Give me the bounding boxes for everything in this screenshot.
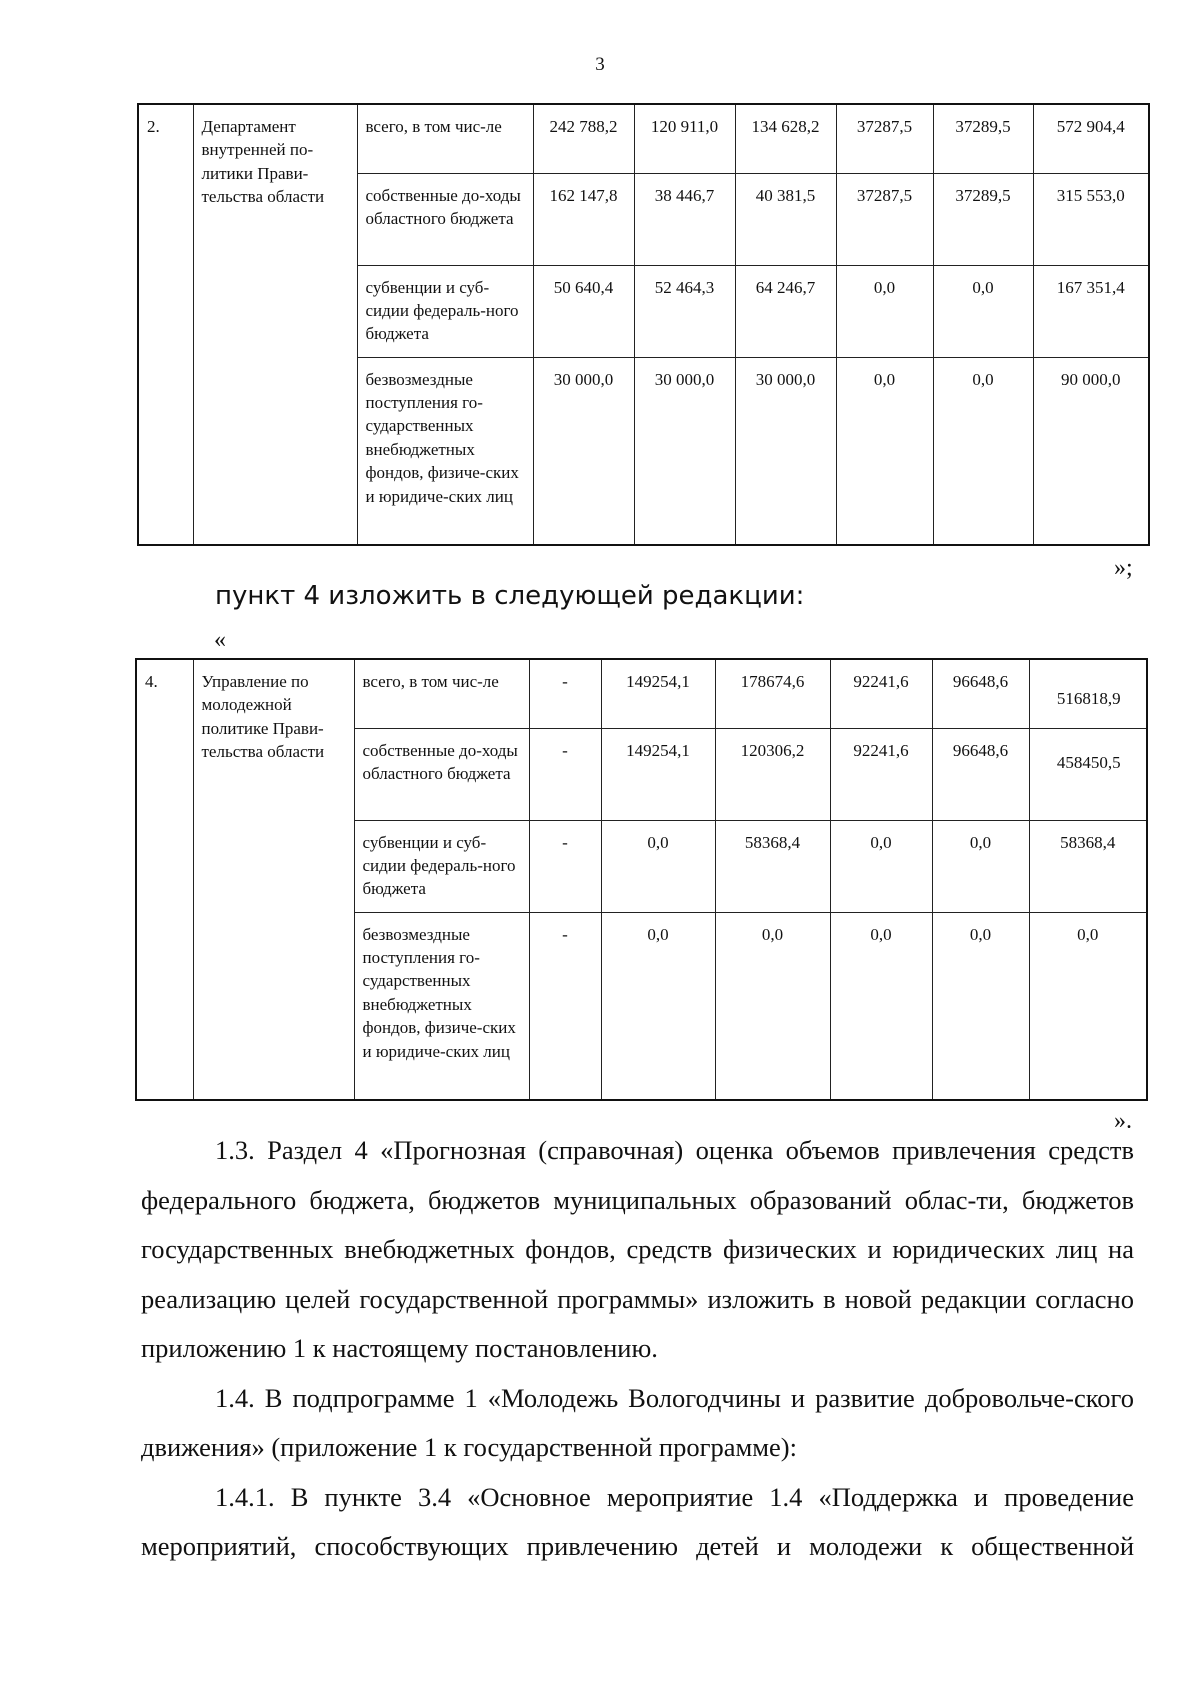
value-cell: 96648,6 [932, 728, 1029, 820]
body-text [141, 1126, 1134, 1572]
paragraph-1-3: 1.3. Раздел 4 «Прогнозная (справочная) оценка объемов привлечения средств федерального бюджета, бюджетов муниципальных образований облас-ти, бюджетов государственных внебюджетных фондов, средств физических и юридических лиц на реализацию целей государственной программы» изложить в новой редакции согласно приложению 1 к настоящему постановлению. [141, 1135, 1134, 1363]
funding-source-label: всего, в том чис-ле [354, 659, 529, 728]
value-cell: 0,0 [933, 357, 1033, 545]
row-number: 4. [136, 659, 193, 1100]
value-cell: 90 000,0 [1033, 357, 1149, 545]
value-cell: 37289,5 [933, 104, 1033, 173]
value-cell: 134 628,2 [735, 104, 836, 173]
value-cell: 58368,4 [715, 820, 830, 912]
funding-source-label: всего, в том чис-ле [357, 104, 533, 173]
table-row [136, 659, 1147, 728]
funding-source-label: безвозмездные поступления го-сударственных внебюджетных фондов, физиче-ских и юридиче-ских лиц [357, 357, 533, 545]
organization-name: Департамент внутренней по-литики Прави-тельства области [193, 104, 357, 545]
value-cell: 92241,6 [830, 659, 932, 728]
row-number: 2. [138, 104, 193, 545]
funding-source-label: субвенции и суб-сидии федераль-ного бюджета [354, 820, 529, 912]
value-cell: 38 446,7 [634, 173, 735, 265]
value-cell: 37289,5 [933, 173, 1033, 265]
value-cell: 0,0 [933, 265, 1033, 357]
closing-quote: »; [1114, 555, 1133, 581]
value-cell: - [529, 912, 601, 1100]
value-cell: - [529, 659, 601, 728]
value-cell: 0,0 [1029, 912, 1147, 1100]
budget-table-youth-policy [135, 658, 1148, 1101]
value-cell: 149254,1 [601, 659, 715, 728]
value-cell: 458450,5 [1029, 728, 1147, 820]
opening-quote: « [214, 627, 226, 653]
value-cell: 178674,6 [715, 659, 830, 728]
value-cell: 58368,4 [1029, 820, 1147, 912]
value-cell: 37287,5 [836, 173, 933, 265]
section-lead-text: пункт 4 изложить в следующей редакции: [215, 581, 805, 611]
value-cell: - [529, 728, 601, 820]
value-cell: 0,0 [932, 820, 1029, 912]
value-cell: 572 904,4 [1033, 104, 1149, 173]
value-cell: 0,0 [932, 912, 1029, 1100]
value-cell: 315 553,0 [1033, 173, 1149, 265]
funding-source-label: собственные до-ходы областного бюджета [354, 728, 529, 820]
value-cell: 37287,5 [836, 104, 933, 173]
value-cell: 0,0 [836, 357, 933, 545]
value-cell: 30 000,0 [533, 357, 634, 545]
value-cell: 516818,9 [1029, 659, 1147, 728]
value-cell: 242 788,2 [533, 104, 634, 173]
value-cell: 0,0 [601, 912, 715, 1100]
paragraph-1-4: 1.4. В подпрограмме 1 «Молодежь Вологодчины и развитие добровольче-ского движения» (приложение 1 к государственной программе): [141, 1382, 1134, 1462]
value-cell: 120306,2 [715, 728, 830, 820]
funding-source-label: собственные до-ходы областного бюджета [357, 173, 533, 265]
organization-name: Управление по молодежной политике Прави-тельства области [193, 659, 354, 1100]
value-cell: 52 464,3 [634, 265, 735, 357]
value-cell: 120 911,0 [634, 104, 735, 173]
value-cell: 30 000,0 [634, 357, 735, 545]
value-cell: 96648,6 [932, 659, 1029, 728]
value-cell: 64 246,7 [735, 265, 836, 357]
value-cell: 30 000,0 [735, 357, 836, 545]
value-cell: - [529, 820, 601, 912]
value-cell: 149254,1 [601, 728, 715, 820]
value-cell: 0,0 [830, 820, 932, 912]
page-number: 3 [595, 54, 605, 75]
value-cell: 167 351,4 [1033, 265, 1149, 357]
value-cell: 40 381,5 [735, 173, 836, 265]
value-cell: 0,0 [830, 912, 932, 1100]
budget-table-department [137, 103, 1150, 546]
table-row [138, 104, 1149, 173]
value-cell: 0,0 [715, 912, 830, 1100]
value-cell: 0,0 [601, 820, 715, 912]
value-cell: 92241,6 [830, 728, 932, 820]
value-cell: 50 640,4 [533, 265, 634, 357]
value-cell: 162 147,8 [533, 173, 634, 265]
funding-source-label: субвенции и суб-сидии федераль-ного бюджета [357, 265, 533, 357]
paragraph-1-4-1: 1.4.1. В пункте 3.4 «Основное мероприятие 1.4 «Поддержка и проведение мероприятий, способствующих привлечению детей и молодежи к общественной [141, 1481, 1134, 1561]
funding-source-label: безвозмездные поступления го-сударственных внебюджетных фондов, физиче-ских и юридиче-ских лиц [354, 912, 529, 1100]
closing-quote: ». [1114, 1108, 1132, 1134]
value-cell: 0,0 [836, 265, 933, 357]
